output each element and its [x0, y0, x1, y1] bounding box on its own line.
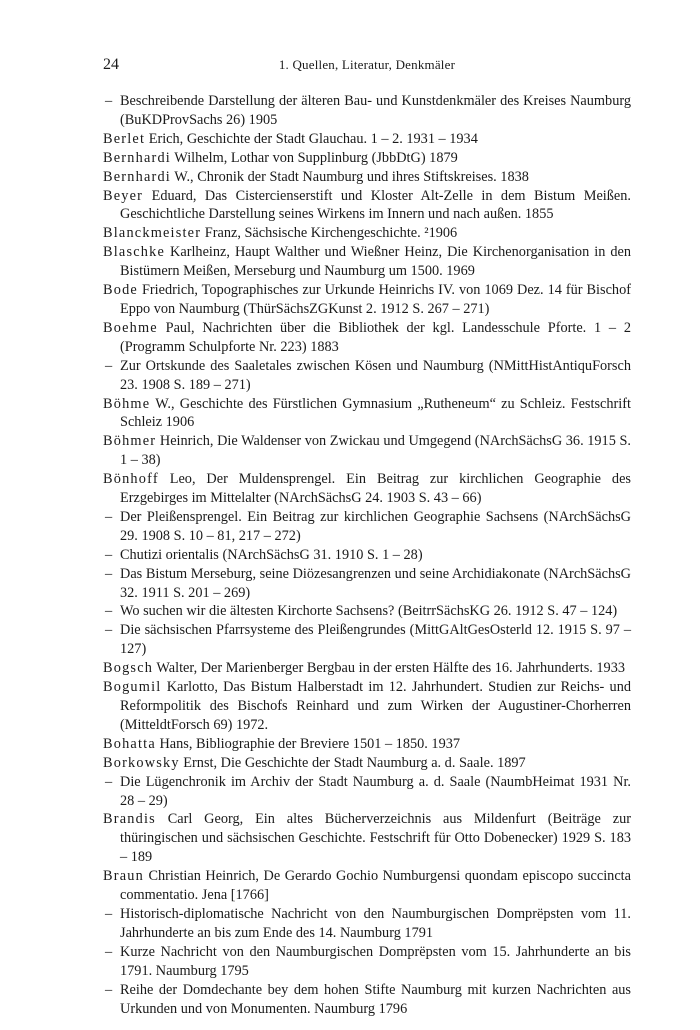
entry-text: W., Chronik der Stadt Naumburg und ihres Stiftskreises. 1838 — [170, 168, 529, 185]
entry-author: Boehme — [103, 319, 158, 336]
entry-text: Wo suchen wir die ältesten Kirchorte Sachsens? (BeitrrSächsKG 26. 1912 S. 47 – 124) — [120, 603, 618, 620]
bibliography-entry — [103, 395, 631, 433]
entry-dash: – — [105, 981, 113, 998]
entry-dash: – — [105, 93, 113, 109]
entry-text: Der Pleißensprengel. Ein Beitrag zur kirchlichen Geographie Sachsens (NArchSächsG 29. 1908 S. 10 – 81, 217 – 272) — [120, 508, 631, 544]
entry-text: Karlheinz, Haupt Walther und Wießner Heinz, Die Kirchenorganisation in den Bistümern Meißen, Merseburg und Naumburg um 1500. 1969 — [120, 244, 631, 280]
entry-text: Historisch-diplomatische Nachricht von den Naumburgischen Domprëpsten vom 11. Jahrhunderte an bis zum Ende des 14. Naumburg 1791 — [120, 905, 631, 941]
bibliography-subentry — [103, 773, 631, 811]
entry-dash: – — [105, 565, 113, 582]
entry-text: Eduard, Das Cistercienserstift und Kloster Alt-Zelle in dem Bistum Meißen. Geschichtliche Darstellung seines Wirkens im Innern und nach außen. 1855 — [120, 187, 631, 223]
entry-text: Das Bistum Merseburg, seine Diözesangrenzen und seine Archidiakonate (NArchSächsG 32. 1911 S. 201 – 269) — [120, 565, 631, 601]
bibliography-entry — [103, 243, 631, 281]
entry-dash: – — [105, 773, 113, 790]
bibliography-entry — [103, 187, 631, 225]
entry-author: Böhmer — [103, 433, 157, 450]
entry-text: Ernst, Die Geschichte der Stadt Naumburg a. d. Saale. 1897 — [179, 754, 526, 771]
entry-text: Friedrich, Topographisches zur Urkunde Heinrichs IV. von 1069 Dez. 14 für Bischof Eppo von Naumburg (ThürSächsZGKunst 2. 1912 S. 267 – 271) — [120, 282, 631, 317]
entry-author: Borkowsky — [103, 754, 180, 771]
bibliography-subentry — [103, 508, 631, 546]
bibliography-subentry — [103, 546, 631, 565]
bibliography-entry — [103, 149, 631, 168]
entry-text: Franz, Sächsische Kirchengeschichte. ²1906 — [201, 225, 458, 242]
bibliography-entry — [103, 867, 631, 905]
bibliography-entry — [103, 678, 631, 735]
bibliography-list — [103, 92, 631, 1018]
entry-dash: – — [105, 943, 113, 960]
entry-dash: – — [105, 357, 113, 374]
entry-text: Die sächsischen Pfarrsysteme des Pleißengrundes (MittGAltGesOsterld 12. 1915 S. 97 – 127) — [120, 622, 631, 658]
entry-author: Bernhardi — [103, 168, 171, 185]
entry-dash: – — [105, 603, 113, 620]
page-number: 24 — [103, 56, 119, 73]
bibliography-subentry — [103, 565, 631, 603]
entry-text: Hans, Bibliographie der Breviere 1501 – 1850. 1937 — [155, 735, 461, 752]
entry-text: Erich, Geschichte der Stadt Glauchau. 1 – 2. 1931 – 1934 — [145, 130, 478, 147]
bibliography-subentry — [103, 357, 631, 395]
bibliography-subentry — [103, 621, 631, 659]
bibliography-subentry — [103, 92, 631, 130]
entry-author: Bohatta — [103, 735, 156, 752]
bibliography-subentry — [103, 602, 631, 621]
entry-author: Bönhoff — [103, 471, 159, 488]
bibliography-entry — [103, 754, 631, 773]
bibliography-entry — [103, 810, 631, 867]
entry-text: Wilhelm, Lothar von Supplinburg (JbbDtG) 1879 — [170, 149, 458, 166]
entry-author: Berlet — [103, 130, 146, 147]
entry-text: Heinrich, Die Waldenser von Zwickau und Umgegend (NArchSächsG 36. 1915 S. 1 – 38) — [120, 433, 631, 469]
entry-text: Walter, Der Marienberger Bergbau in der ersten Hälfte des 16. Jahrhunderts. 1933 — [153, 660, 626, 677]
entry-author: Beyer — [103, 187, 144, 204]
bibliography-subentry — [103, 981, 631, 1019]
entry-author: Blaschke — [103, 244, 166, 261]
entry-text: Carl Georg, Ein altes Bücherverzeichnis aus Mildenfurt (Beiträge zur thüringischen und sächsischen Geschichte. Festschrift für Otto Dobenecker) 1929 S. 183 – 189 — [120, 811, 631, 866]
entry-text: W., Geschichte des Fürstlichen Gymnasium „Rutheneum“ zu Schleiz. Festschrift Schleiz 1906 — [120, 395, 631, 431]
bibliography-entry — [103, 470, 631, 508]
entry-dash: – — [105, 508, 113, 525]
entry-text: Karlotto, Das Bistum Halberstadt im 12. Jahrhundert. Studien zur Reichs- und Reformpolitik des Bischofs Reinhard und zum Wirken der Augustiner-Chorherren (MitteldtForsch 69) 1972. — [120, 679, 631, 733]
entry-text: Die Lügenchronik im Archiv der Stadt Naumburg a. d. Saale (NaumbHeimat 1931 Nr. 28 – 29) — [120, 773, 631, 809]
entry-text: Zur Ortskunde des Saaletales zwischen Kösen und Naumburg (NMittHistAntiquForsch 23. 1908 S. 189 – 271) — [120, 357, 631, 393]
bibliography-entry — [103, 659, 631, 678]
entry-author: Bogumil — [103, 679, 162, 696]
entry-text: Leo, Der Muldensprengel. Ein Beitrag zur kirchlichen Geographie des Erzgebirges im Mittelalter (NArchSächsG 24. 1903 S. 43 – 66) — [120, 471, 631, 507]
bibliography-subentry — [103, 943, 631, 981]
entry-author: Böhme — [103, 395, 151, 412]
bibliography-entry — [103, 432, 631, 470]
bibliography-entry — [103, 130, 631, 149]
bibliography-entry — [103, 281, 631, 319]
entry-text: Christian Heinrich, De Gerardo Gochio Numburgensi quondam episcopo succincta commentatio. Jena [1766] — [120, 868, 631, 904]
entry-author: Bernhardi — [103, 149, 171, 166]
entry-text: Kurze Nachricht von den Naumburgischen Domprëpsten vom 15. Jahrhunderte an bis 1791. Naumburg 1795 — [120, 943, 631, 979]
entry-author: Braun — [103, 868, 144, 885]
bibliography-entry — [103, 168, 631, 187]
entry-text: Reihe der Domdechante bey dem hohen Stifte Naumburg mit kurzen Nachrichten aus Urkunden und von Monumenten. Naumburg 1796 — [120, 981, 631, 1017]
running-head: 1. Quellen, Literatur, Denkmäler — [278, 57, 456, 72]
bibliography-entry — [103, 319, 631, 357]
bibliography-subentry — [103, 905, 631, 943]
entry-author: Bogsch — [103, 660, 154, 677]
entry-dash: – — [105, 622, 113, 639]
entry-dash: – — [105, 546, 113, 563]
entry-text: Beschreibende Darstellung der älteren Bau- und Kunstdenkmäler des Kreises Naumburg (BuKDProvSachs 26) 1905 — [120, 93, 631, 128]
entry-text: Chutizi orientalis (NArchSächsG 31. 1910 S. 1 – 28) — [120, 546, 423, 563]
bibliography-entry — [103, 735, 631, 754]
page-header — [103, 56, 631, 76]
entry-author: Bode — [103, 282, 138, 299]
entry-author: Blanckmeister — [103, 225, 202, 242]
entry-author: Brandis — [103, 811, 156, 828]
entry-dash: – — [105, 905, 113, 922]
bibliography-entry — [103, 224, 631, 243]
entry-text: Paul, Nachrichten über die Bibliothek der kgl. Landesschule Pforte. 1 – 2 (Programm Schulpforte Nr. 223) 1883 — [120, 319, 631, 355]
